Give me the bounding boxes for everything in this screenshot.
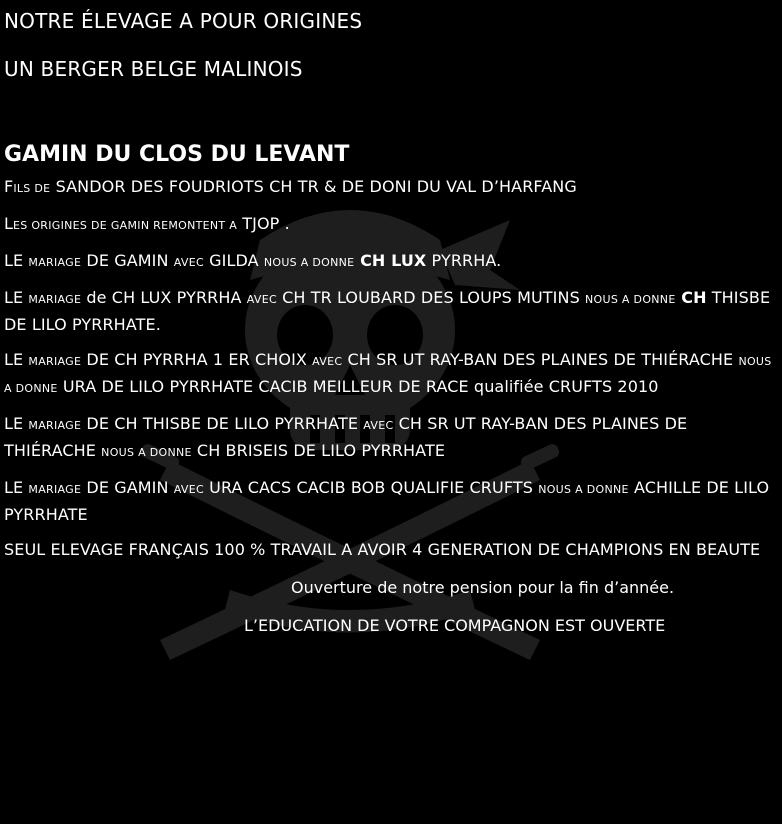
pension-announcement: Ouverture de notre pension pour la fin d’année. [291,578,675,597]
text-segment: TJOP . [237,214,290,233]
text-segment: LE [4,288,29,307]
bold-segment: CH LUX [354,251,427,270]
text-segment: GILDA [203,251,264,270]
text-segment: LE [4,350,29,369]
text-segment: LE [4,478,29,497]
text-segment: PYRRHA. [426,251,502,270]
paragraph-mating-4 [4,411,774,465]
paragraph-mating-5 [4,475,774,527]
paragraph-mating-2 [4,285,774,337]
small-caps-segment: MARIAGE [28,483,82,496]
small-caps-segment: AVEC [173,256,204,269]
small-caps-segment: MARIAGE [28,256,82,269]
text-segment: L [4,214,14,233]
text-segment: DE GAMIN [81,251,174,270]
small-caps-segment: NOUS A DONNE [538,483,629,496]
paragraph-origins [4,211,774,238]
small-caps-segment: NOUS A DONNE [4,355,772,395]
text-segment: URA DE LILO PYRRHATE CACIB MEILLEUR DE RACE qualifiée CRUFTS 2010 [57,377,659,396]
paragraph-unique-kennel: SEUL ELEVAGE FRANÇAIS 100 % TRAVAIL A AVOIR 4 GENERATION DE CHAMPIONS EN BEAUTE [4,540,761,559]
small-caps-segment: MARIAGE [28,355,82,368]
dog-title: GAMIN DU CLOS DU LEVANT [4,142,350,167]
text-segment: LE [4,414,29,433]
text-segment: F [4,177,14,196]
text-segment: DE GAMIN [81,478,174,497]
text-segment: de CH LUX PYRRHA [81,288,247,307]
text-segment: DE CH PYRRHA 1 ER CHOIX [81,350,313,369]
text-segment: LE [4,251,29,270]
small-caps-segment: MARIAGE [28,293,82,306]
text-segment: ACHILLE DE LILO PYRRHATE [4,478,770,524]
paragraph-mating-3 [4,347,774,401]
text-segment: THISBE DE LILO PYRRHATE. [4,288,771,334]
small-caps-segment: NOUS A DONNE [263,256,355,269]
text-segment: CH TR LOUBARD DES LOUPS MUTINS [276,288,586,307]
paragraph-mating-1 [4,248,774,275]
text-segment: CH BRISEIS DE LILO PYRRHATE [191,441,446,460]
small-caps-segment: AVEC [246,293,277,306]
text-segment: CH SR UT RAY-BAN DES PLAINES DE THIÉRACHE [342,350,739,369]
small-caps-segment: ES ORIGINES DE GAMIN REMONTENT A [13,219,238,232]
text-segment: CH SR UT RAY-BAN DES PLAINES DE THIÉRACHE [4,414,688,460]
small-caps-segment: ILS DE [13,182,51,195]
paragraph-lineage [4,174,774,201]
small-caps-segment: MARIAGE [28,419,82,432]
small-caps-segment: NOUS A DONNE [101,446,192,459]
small-caps-segment: AVEC [173,483,204,496]
text-segment: DE CH THISBE DE LILO PYRRHATE [81,414,364,433]
text-segment: SANDOR DES FOUDRIOTS CH TR & DE DONI DU VAL D’HARFANG [50,177,577,196]
education-announcement: L’EDUCATION DE VOTRE COMPAGNON EST OUVERTE [244,616,666,635]
bold-segment: CH [675,288,707,307]
small-caps-segment: AVEC [363,419,394,432]
text-segment: URA CACS CACIB BOB QUALIFIE CRUFTS [203,478,539,497]
header-line-1: NOTRE ÉLEVAGE A POUR ORIGINES [4,9,363,33]
small-caps-segment: AVEC [312,355,343,368]
header-line-2: UN BERGER BELGE MALINOIS [4,57,303,81]
small-caps-segment: NOUS A DONNE [585,293,676,306]
